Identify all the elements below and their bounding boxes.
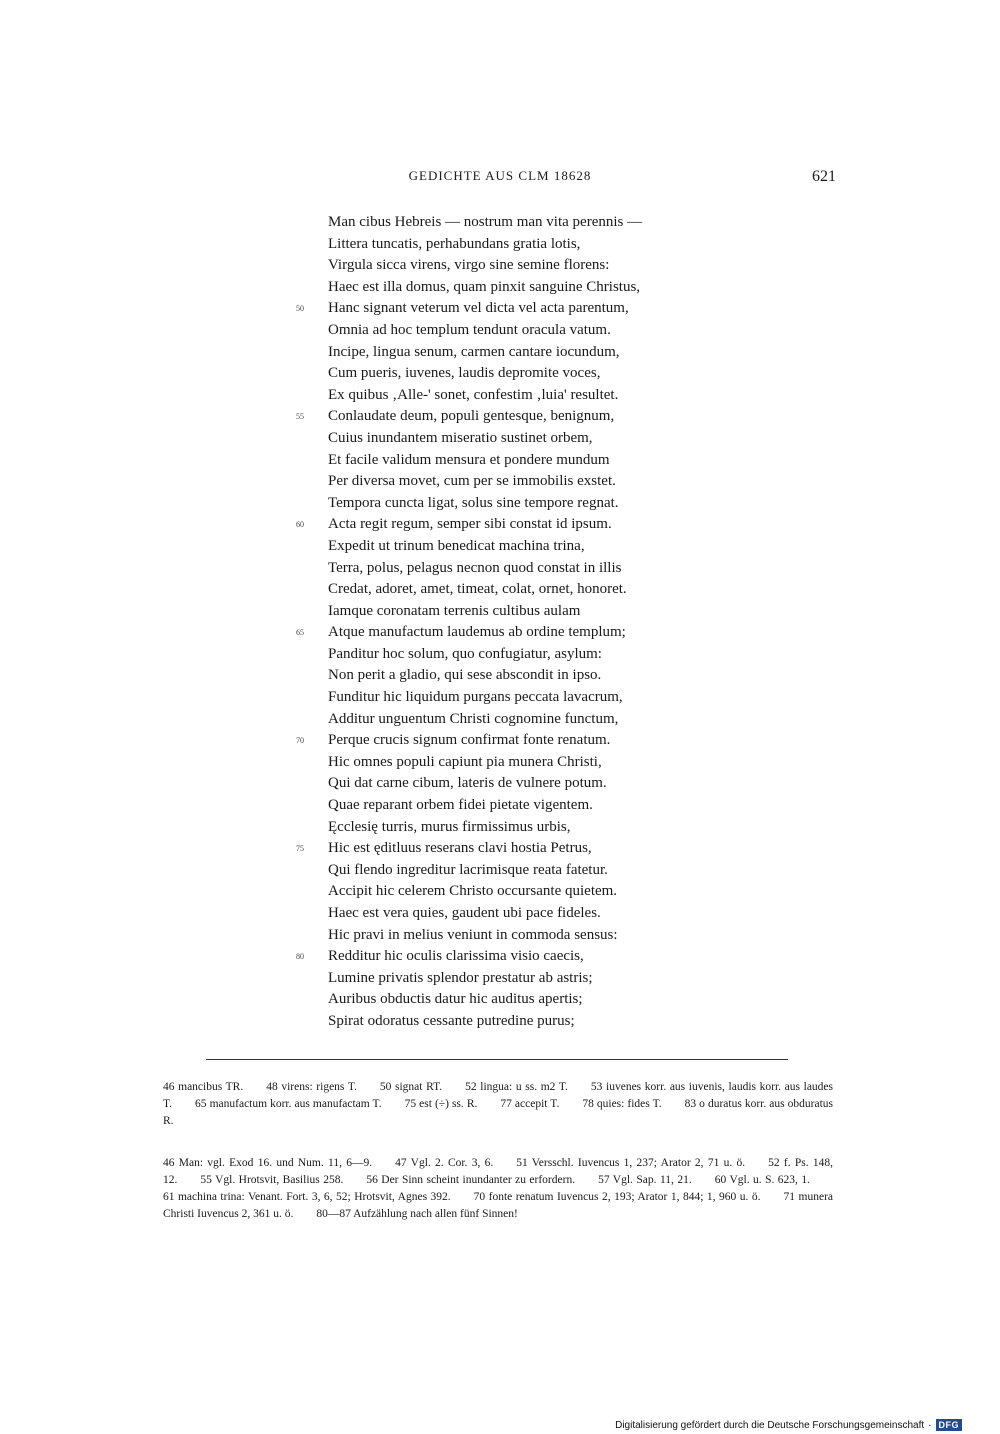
poem-line	[0, 946, 1000, 968]
line-number: 50	[296, 304, 304, 314]
verse-text: Additur unguentum Christi cognomine functum,	[328, 710, 619, 727]
footnote-entry: 80—87 Aufzählung nach allen fünf Sinnen!	[316, 1208, 518, 1220]
verse-text: Hic est ęditluus reserans clavi hostia Petrus,	[328, 840, 592, 857]
poem-line	[0, 514, 1000, 536]
poem-line	[0, 536, 1000, 558]
verse-text: Spirat odoratus cessante putredine purus;	[328, 1012, 575, 1029]
verse-text: Incipe, lingua senum, carmen cantare iocundum,	[328, 343, 620, 360]
footnote-entry: 46 mancibus TR.	[163, 1081, 244, 1093]
source-apparatus	[163, 1155, 833, 1223]
poem-line	[0, 968, 1000, 990]
footnote-entry: 53 iuvenes korr. aus iuvenis, laudis korr. aus laudes T.	[163, 1081, 834, 1110]
poem-line	[0, 471, 1000, 493]
verse-text: Per diversa movet, cum per se immobilis exstet.	[328, 473, 616, 490]
poem-text	[0, 212, 1000, 1033]
footnote-entry: 70 fonte renatum Iuvencus 2, 193; Arator 1, 844; 1, 960 u. ö.	[473, 1191, 761, 1203]
poem-line	[0, 298, 1000, 320]
poem-line	[0, 493, 1000, 515]
poem-line	[0, 925, 1000, 947]
verse-text: Littera tuncatis, perhabundans gratia lotis,	[328, 235, 581, 252]
footnote-entry: 52 lingua: u ss. m2 T.	[465, 1081, 568, 1093]
footnote-entry: 65 manufactum korr. aus manufactam T.	[195, 1098, 382, 1110]
verse-text: Terra, polus, pelagus necnon quod constat in illis	[328, 559, 622, 576]
line-number: 70	[296, 736, 304, 746]
page-number: 621	[812, 168, 836, 185]
footnote-divider	[206, 1059, 788, 1060]
verse-text: Expedit ut trinum benedicat machina trina,	[328, 537, 585, 554]
poem-line	[0, 363, 1000, 385]
verse-text: Ęcclesię turris, murus firmissimus urbis,	[328, 818, 571, 835]
verse-text: Iamque coronatam terrenis cultibus aulam	[328, 602, 581, 619]
poem-line	[0, 385, 1000, 407]
poem-line	[0, 838, 1000, 860]
verse-text: Hic pravi in melius veniunt in commoda sensus:	[328, 926, 618, 943]
verse-text: Perque crucis signum confirmat fonte renatum.	[328, 732, 611, 749]
footnote-entry: 77 accepit T.	[500, 1098, 560, 1110]
footnote-entry: 51 Versschl. Iuvencus 1, 237; Arator 2, 71 u. ö.	[516, 1157, 746, 1169]
poem-line	[0, 989, 1000, 1011]
running-head: GEDICHTE AUS CLM 18628	[408, 168, 592, 183]
verse-text: Conlaudate deum, populi gentesque, benignum,	[328, 408, 615, 425]
poem-line	[0, 903, 1000, 925]
footnote-entry: 61 machina trina: Venant. Fort. 3, 6, 52; Hrotsvit, Agnes 392.	[163, 1191, 451, 1203]
line-number: 60	[296, 520, 304, 530]
verse-text: Credat, adoret, amet, timeat, colat, ornet, honoret.	[328, 581, 627, 598]
poem-line	[0, 773, 1000, 795]
verse-text: Virgula sicca virens, virgo sine semine florens:	[328, 257, 610, 274]
poem-line	[0, 881, 1000, 903]
footnote-entry: 83 o duratus korr. aus obduratus R.	[163, 1098, 833, 1127]
footnote-entry: 55 Vgl. Hrotsvit, Basilius 258.	[200, 1174, 344, 1186]
credit-text: Digitalisierung gefördert durch die Deutsche Forschungsgemeinschaft	[615, 1419, 925, 1431]
poem-line	[0, 450, 1000, 472]
footnote-entry: 71 munera Christi Iuvencus 2, 361 u. ö.	[163, 1191, 834, 1220]
poem-line	[0, 860, 1000, 882]
poem-line	[0, 342, 1000, 364]
poem-line	[0, 709, 1000, 731]
poem-line	[0, 428, 1000, 450]
credit-separator: ·	[928, 1419, 932, 1431]
poem-line	[0, 622, 1000, 644]
poem-line	[0, 752, 1000, 774]
poem-line	[0, 1011, 1000, 1033]
poem-line	[0, 234, 1000, 256]
verse-text: Haec est vera quies, gaudent ubi pace fideles.	[328, 905, 601, 921]
poem-line	[0, 644, 1000, 666]
critical-apparatus	[163, 1079, 833, 1130]
verse-text: Hanc signant veterum vel dicta vel acta parentum,	[328, 300, 629, 317]
footnote-entry: 60 Vgl. u. S. 623, 1.	[714, 1174, 810, 1186]
dfg-logo-icon: DFG	[936, 1419, 963, 1431]
verse-text: Funditur hic liquidum purgans peccata lavacrum,	[328, 689, 623, 706]
verse-text: Lumine privatis splendor prestatur ab astris;	[328, 969, 593, 986]
digitization-credit	[615, 1419, 962, 1431]
verse-text: Hic omnes populi capiunt pia munera Christi,	[328, 753, 602, 770]
poem-line	[0, 277, 1000, 299]
footnote-entry: 52 f. Ps. 148, 12.	[163, 1157, 833, 1186]
poem-line	[0, 558, 1000, 580]
verse-text: Et facile validum mensura et pondere mundum	[328, 451, 610, 468]
poem-line	[0, 795, 1000, 817]
verse-text: Cuius inundantem miseratio sustinet orbem,	[328, 429, 593, 446]
verse-text: Omnia ad hoc templum tendunt oracula vatum.	[328, 321, 611, 338]
line-number: 55	[296, 412, 304, 422]
poem-line	[0, 817, 1000, 839]
verse-text: Tempora cuncta ligat, solus sine tempore regnat.	[328, 494, 619, 511]
verse-text: Qui dat carne cibum, lateris de vulnere potum.	[328, 775, 607, 792]
footnote-entry: 46 Man: vgl. Exod 16. und Num. 11, 6—9.	[163, 1157, 373, 1169]
verse-text: Quae reparant orbem fidei pietate vigentem.	[328, 797, 593, 814]
poem-line	[0, 687, 1000, 709]
footnote-entry: 78 quies: fides T.	[582, 1098, 662, 1110]
verse-text: Redditur hic oculis clarissima visio caecis,	[328, 948, 584, 965]
verse-text: Qui flendo ingreditur lacrimisque reata fatetur.	[328, 861, 608, 878]
poem-line	[0, 406, 1000, 428]
footnote-entry: 48 virens: rigens T.	[266, 1081, 357, 1093]
verse-text: Man cibus Hebreis — nostrum man vita perennis —	[328, 214, 643, 230]
poem-line	[0, 601, 1000, 623]
verse-text: Panditur hoc solum, quo confugiatur, asylum:	[328, 645, 602, 662]
line-number: 75	[296, 844, 304, 854]
line-number: 65	[296, 628, 304, 638]
footnote-entry: 57 Vgl. Sap. 11, 21.	[598, 1174, 692, 1186]
verse-text: Non perit a gladio, qui sese abscondit in ipso.	[328, 667, 602, 684]
footnote-entry: 50 signat RT.	[379, 1081, 443, 1093]
footnote-entry: 47 Vgl. 2. Cor. 3, 6.	[395, 1157, 494, 1169]
poem-line	[0, 212, 1000, 234]
verse-text: Accipit hic celerem Christo occursante quietem.	[328, 883, 618, 900]
poem-line	[0, 255, 1000, 277]
poem-line	[0, 579, 1000, 601]
poem-line	[0, 320, 1000, 342]
verse-text: Cum pueris, iuvenes, laudis depromite voces,	[328, 365, 601, 382]
poem-line	[0, 730, 1000, 752]
verse-text: Acta regit regum, semper sibi constat id ipsum.	[328, 516, 612, 533]
verse-text: Ex quibus ‚Alle-' sonet, confestim ‚luia' resultet.	[328, 386, 619, 403]
verse-text: Atque manufactum laudemus ab ordine templum;	[328, 624, 626, 641]
poem-line	[0, 665, 1000, 687]
footnote-entry: 56 Der Sinn scheint inundanter zu erfordern.	[366, 1174, 576, 1186]
line-number: 80	[296, 952, 304, 962]
verse-text: Haec est illa domus, quam pinxit sanguine Christus,	[328, 278, 641, 295]
footnote-entry: 75 est (÷) ss. R.	[404, 1098, 478, 1110]
verse-text: Auribus obductis datur hic auditus apertis;	[328, 991, 583, 1008]
